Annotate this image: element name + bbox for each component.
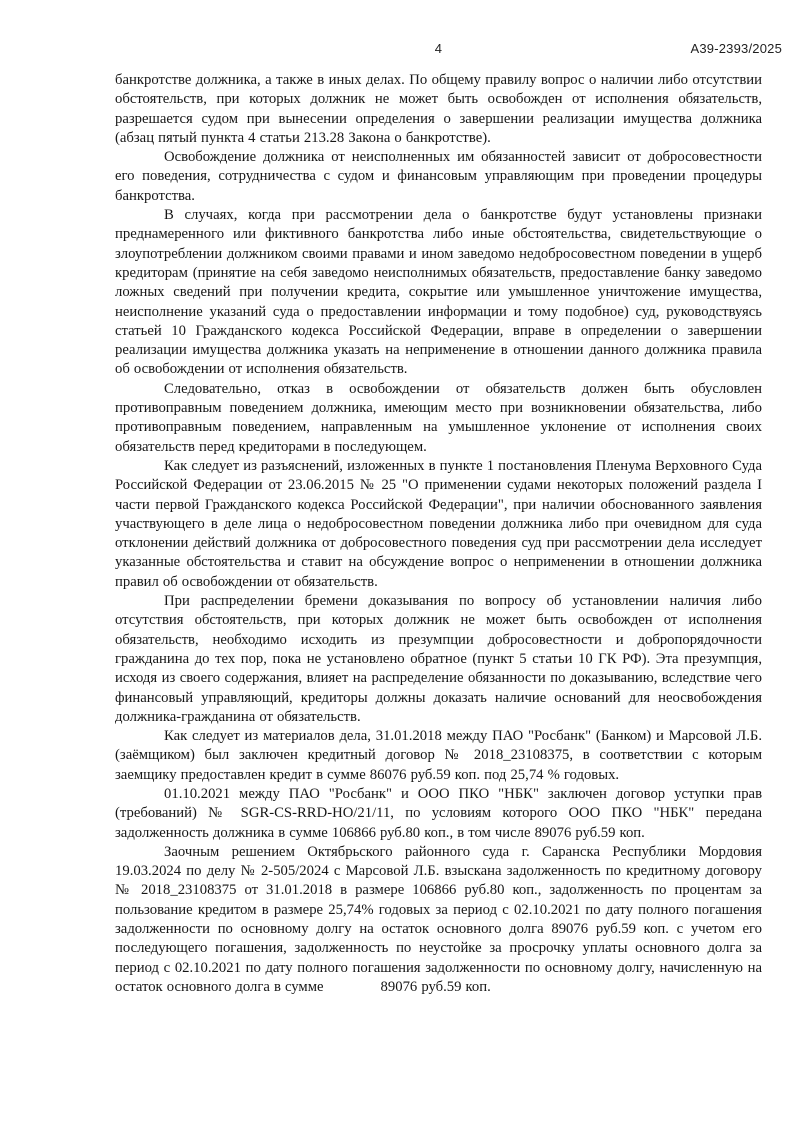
case-number: А39-2393/2025 xyxy=(690,41,782,56)
paragraph: При распределении бремени доказывания по вопросу об установлении наличия либо отсутствия обстоятельств, при которых должник не может быть освобожден от исполнения обязательств, необходимо исходить из презумпции добросовестности и добропорядочности гражданина до тех пор, пока не установлено обратное (пункт 5 статьи 10 ГК РФ). Эта презумпция, исходя из своего содержания, влияет на распределение обязанности по доказыванию, вследствие чего финансовый управляющий, кредиторы должны доказать наличие оснований для неосвобождения должника-гражданина от обязательств. xyxy=(115,593,762,725)
paragraph: В случаях, когда при рассмотрении дела о банкротстве будут установлены признаки преднамеренного или фиктивного банкротства либо иные обстоятельства, свидетельствующие о злоупотреблении должником своими правами и ином заведомо недобросовестном поведении в ущерб кредиторам (принятие на себя заведомо неисполнимых обязательств, предоставление банку заведомо ложных сведений при получении кредита, сокрытие или умышленное уничтожение имущества, неисполнение указаний суда о предоставлении информации и тому подобное) суд, руководствуясь статьей 10 Гражданского кодекса Российской Федерации, вправе в определении о завершении реализации имущества должника указать на неприменение в отношении данного должника правила об освобождении от исполнения обязательств. xyxy=(115,207,762,378)
paragraph: 01.10.2021 между ПАО "Росбанк" и ООО ПКО "НБК" заключен договор уступки прав (требований) № SGR-CS-RRD-HO/21/11, по условиям которого ООО ПКО "НБК" передана задолженность должника в сумме 106866 руб.80 коп., в том числе 89076 руб.59 коп. xyxy=(115,785,762,841)
document-body xyxy=(115,71,762,997)
paragraph: Как следует из разъяснений, изложенных в пункте 1 постановления Пленума Верховного Суда Российской Федерации от 23.06.2015 № 25 "О применении судами некоторых положений раздела I части первой Гражданского кодекса Российской Федерации", при наличии обоснованного заявления участвующего в деле лица о недобросовестном поведении должника либо при очевидном для суда отклонении действий должника от добросовестного поведения суд при рассмотрении дела исследует указанные обстоятельства и ставит на обсуждение вопрос о неприменении в отношении должника правил об освобождении от обязательств. xyxy=(115,457,762,590)
paragraph: Заочным решением Октябрьского районного суда г. Саранска Республики Мордовия 19.03.2024 по делу № 2-505/2024 с Марсовой Л.Б. взыскана задолженность по кредитному договору № 2018_23108375 от 31.01.2018 в размере 106866 руб.80 коп., задолженность по процентам за пользование кредитом в размере 25,74% годовых за период с 02.10.2021 по дату полного погашения задолженности по основному долгу на остаток основного долга 89076 руб.59 коп. с учетом его последующего погашения, задолженность по неустойке за просрочку уплаты основного долга за период с 02.10.2021 по дату полного погашения задолженности по основному долгу, начисленную на остаток основного долга в сумме 89076 руб.59 коп. xyxy=(115,843,762,995)
page-number: 4 xyxy=(434,41,443,56)
paragraph: Освобождение должника от неисполненных им обязанностей зависит от добросовестности его поведения, сотрудничества с судом и финансовым управляющим при проведении процедуры банкротства. xyxy=(115,149,762,204)
page-header xyxy=(115,41,782,59)
paragraph: Как следует из материалов дела, 31.01.2018 между ПАО "Росбанк" (Банком) и Марсовой Л.Б. (заёмщиком) был заключен кредитный договор № 2018_23108375, в соответствии с которым заемщику предоставлен кредит в сумме 86076 руб.59 коп. под 25,74 % годовых. xyxy=(115,728,762,783)
paragraph-continuation: банкротстве должника, а также в иных делах. По общему правилу вопрос о наличии либо отсутствии обстоятельств, при которых должник не может быть освобожден от исполнения обязательств, разрешается судом при вынесении определения о завершении реализации имущества должника (абзац пятый пункта 4 статьи 213.28 Закона о банкротстве). xyxy=(115,72,762,146)
paragraph: Следовательно, отказ в освобождении от обязательств должен быть обусловлен противоправным поведением должника, имеющим место при возникновении обязательства, либо противоправным поведением, направленным на умышленное уклонение от исполнения своих обязательств перед кредиторами в последующем. xyxy=(115,380,762,455)
